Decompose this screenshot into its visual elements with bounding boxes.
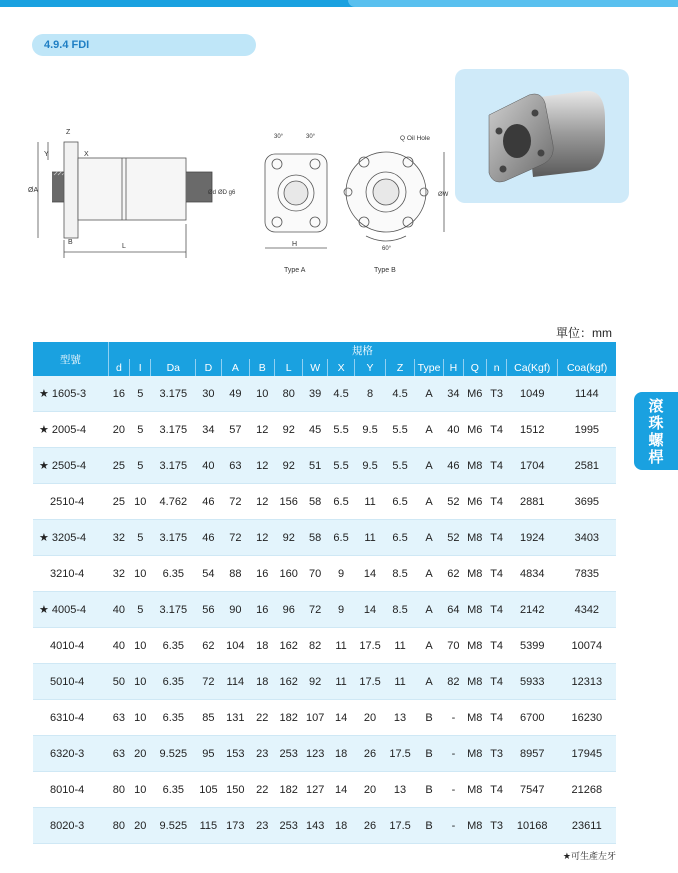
table-cell: 6.5 — [386, 520, 414, 556]
table-cell: 162 — [275, 628, 302, 664]
table-cell: 5 — [130, 448, 151, 484]
table-cell: 92 — [302, 664, 327, 700]
table-cell: - — [444, 808, 463, 844]
table-cell: A — [414, 628, 443, 664]
table-cell: M8 — [463, 664, 486, 700]
table-cell: 20 — [108, 412, 129, 448]
table-row — [33, 520, 616, 556]
table-cell: 12 — [250, 484, 275, 520]
model-cell: ★ 2505-4 — [33, 448, 108, 484]
table-cell: A — [414, 592, 443, 628]
column-header: Ca(Kgf) — [507, 359, 558, 376]
model-cell: ★ 1605-3 — [33, 376, 108, 412]
table-cell: 114 — [221, 664, 249, 700]
table-cell: 92 — [275, 448, 302, 484]
table-cell: 72 — [221, 484, 249, 520]
table-cell: 150 — [221, 772, 249, 808]
model-cell: 3210-4 — [33, 556, 108, 592]
table-cell: M8 — [463, 556, 486, 592]
table-cell: 9.5 — [354, 412, 386, 448]
table-cell: 131 — [221, 700, 249, 736]
label-da: ØA — [28, 187, 39, 194]
column-header: A — [221, 359, 249, 376]
table-cell: 6.5 — [328, 520, 354, 556]
table-cell: 72 — [196, 664, 221, 700]
side-view-drawing — [38, 142, 212, 258]
table-cell: 21268 — [558, 772, 616, 808]
table-cell: 3.175 — [151, 448, 196, 484]
spec-table — [33, 342, 616, 844]
table-cell: T3 — [486, 376, 506, 412]
table-cell: 20 — [354, 772, 386, 808]
table-cell: 17.5 — [386, 736, 414, 772]
model-cell: 5010-4 — [33, 664, 108, 700]
table-cell: 4.5 — [386, 376, 414, 412]
table-cell: 10 — [130, 700, 151, 736]
table-cell: 6.5 — [386, 484, 414, 520]
table-cell: 51 — [302, 448, 327, 484]
table-cell: 16230 — [558, 700, 616, 736]
table-row — [33, 556, 616, 592]
table-cell: 10 — [130, 484, 151, 520]
model-cell: ★ 2005-4 — [33, 412, 108, 448]
table-cell: 80 — [108, 772, 129, 808]
table-cell: 5 — [130, 592, 151, 628]
table-cell: 9 — [328, 556, 354, 592]
table-cell: 46 — [196, 520, 221, 556]
table-cell: T4 — [486, 664, 506, 700]
label-x: X — [84, 151, 89, 158]
table-row — [33, 700, 616, 736]
table-cell: 14 — [354, 592, 386, 628]
column-header: W — [302, 359, 327, 376]
table-cell: 16 — [250, 592, 275, 628]
table-cell: T3 — [486, 808, 506, 844]
column-header: I — [130, 359, 151, 376]
table-cell: 115 — [196, 808, 221, 844]
model-cell: 8020-3 — [33, 808, 108, 844]
table-cell: T3 — [486, 736, 506, 772]
table-cell: 6.5 — [328, 484, 354, 520]
table-cell: 46 — [444, 448, 463, 484]
table-cell: 4.762 — [151, 484, 196, 520]
table-cell: M6 — [463, 412, 486, 448]
column-header: Coa(kgf) — [558, 359, 616, 376]
table-cell: 18 — [328, 808, 354, 844]
table-cell: 10 — [250, 376, 275, 412]
unit-label: 單位：mm — [556, 326, 612, 340]
table-cell: 18 — [250, 664, 275, 700]
table-cell: 25 — [108, 484, 129, 520]
table-cell: 11 — [386, 628, 414, 664]
table-cell: 18 — [328, 736, 354, 772]
table-cell: 40 — [444, 412, 463, 448]
table-cell: 63 — [221, 448, 249, 484]
table-cell: B — [414, 772, 443, 808]
table-cell: 70 — [302, 556, 327, 592]
type-a-angle2: 30° — [306, 134, 316, 140]
side-tab-char: 滾 — [648, 398, 664, 415]
table-cell: 34 — [196, 412, 221, 448]
table-row — [33, 628, 616, 664]
table-cell: 10 — [130, 628, 151, 664]
table-cell: 1512 — [507, 412, 558, 448]
table-cell: 5399 — [507, 628, 558, 664]
table-cell: M8 — [463, 592, 486, 628]
table-cell: 17.5 — [386, 808, 414, 844]
table-cell: 6700 — [507, 700, 558, 736]
table-cell: 10074 — [558, 628, 616, 664]
column-header: d — [108, 359, 129, 376]
table-cell: A — [414, 556, 443, 592]
type-a-angle1: 30° — [274, 134, 284, 140]
column-header: Y — [354, 359, 386, 376]
column-header: Q — [463, 359, 486, 376]
label-dD: ØD g6 — [218, 190, 236, 196]
table-cell: 80 — [108, 808, 129, 844]
table-cell: 16 — [108, 376, 129, 412]
table-cell: 46 — [196, 484, 221, 520]
side-tab-char: 螺 — [648, 432, 664, 449]
table-cell: 107 — [302, 700, 327, 736]
table-cell: 5 — [130, 376, 151, 412]
table-cell: 160 — [275, 556, 302, 592]
table-cell: 64 — [444, 592, 463, 628]
table-cell: 3.175 — [151, 520, 196, 556]
table-cell: 5.5 — [328, 412, 354, 448]
table-cell: 72 — [302, 592, 327, 628]
table-cell: 253 — [275, 808, 302, 844]
table-cell: 45 — [302, 412, 327, 448]
table-cell: 6.35 — [151, 628, 196, 664]
table-cell: 2581 — [558, 448, 616, 484]
section-heading: 4.9.4 FDI — [32, 34, 256, 56]
table-cell: 8957 — [507, 736, 558, 772]
table-cell: T4 — [486, 556, 506, 592]
label-y: Y — [44, 151, 49, 158]
table-row — [33, 736, 616, 772]
table-cell: 14 — [328, 772, 354, 808]
table-cell: 173 — [221, 808, 249, 844]
table-cell: 50 — [108, 664, 129, 700]
top-bar-tab — [348, 0, 678, 7]
table-cell: T4 — [486, 412, 506, 448]
table-cell: 6.35 — [151, 700, 196, 736]
table-cell: M8 — [463, 628, 486, 664]
table-cell: 6.35 — [151, 556, 196, 592]
table-row — [33, 412, 616, 448]
table-cell: 85 — [196, 700, 221, 736]
table-cell: 34 — [444, 376, 463, 412]
table-cell: 2142 — [507, 592, 558, 628]
table-cell: 5.5 — [328, 448, 354, 484]
table-cell: 17.5 — [354, 628, 386, 664]
table-cell: 11 — [354, 484, 386, 520]
table-cell: - — [444, 736, 463, 772]
table-cell: 26 — [354, 736, 386, 772]
table-cell: 156 — [275, 484, 302, 520]
table-cell: 18 — [250, 628, 275, 664]
table-cell: 58 — [302, 484, 327, 520]
technical-drawings — [22, 120, 452, 280]
table-cell: 52 — [444, 484, 463, 520]
type-b-oil-hole: Q Oil Hole — [400, 135, 430, 142]
type-a-caption: Type A — [284, 267, 306, 274]
table-cell: 5933 — [507, 664, 558, 700]
table-cell: 72 — [221, 520, 249, 556]
column-header: B — [250, 359, 275, 376]
table-cell: 82 — [444, 664, 463, 700]
table-cell: 9.525 — [151, 808, 196, 844]
table-cell: B — [414, 736, 443, 772]
table-cell: 70 — [444, 628, 463, 664]
table-cell: 2881 — [507, 484, 558, 520]
table-cell: 80 — [275, 376, 302, 412]
table-cell: T4 — [486, 592, 506, 628]
table-cell: 32 — [108, 556, 129, 592]
table-cell: 123 — [302, 736, 327, 772]
spec-header: 規格 — [108, 342, 616, 359]
table-cell: A — [414, 484, 443, 520]
column-header: n — [486, 359, 506, 376]
table-cell: 82 — [302, 628, 327, 664]
table-cell: 6.35 — [151, 772, 196, 808]
type-b-caption: Type B — [374, 267, 396, 274]
side-tab-char: 桿 — [648, 449, 664, 466]
table-cell: 12 — [250, 448, 275, 484]
table-cell: 1049 — [507, 376, 558, 412]
table-cell: 4.5 — [328, 376, 354, 412]
table-cell: 182 — [275, 772, 302, 808]
table-cell: 23 — [250, 736, 275, 772]
type-a-drawing — [265, 154, 327, 248]
side-tab — [634, 392, 678, 470]
model-cell: 8010-4 — [33, 772, 108, 808]
model-header: 型號 — [33, 342, 108, 376]
table-cell: T4 — [486, 484, 506, 520]
table-cell: B — [414, 700, 443, 736]
table-cell: 3.175 — [151, 592, 196, 628]
table-row — [33, 484, 616, 520]
product-photo — [455, 69, 629, 203]
table-cell: 4834 — [507, 556, 558, 592]
table-cell: 63 — [108, 700, 129, 736]
table-cell: 5 — [130, 520, 151, 556]
table-cell: 12313 — [558, 664, 616, 700]
table-row — [33, 772, 616, 808]
model-cell: ★ 3205-4 — [33, 520, 108, 556]
table-cell: T4 — [486, 628, 506, 664]
table-cell: 1995 — [558, 412, 616, 448]
side-tab-char: 珠 — [648, 415, 664, 432]
table-cell: 11 — [354, 520, 386, 556]
table-cell: 104 — [221, 628, 249, 664]
table-cell: 40 — [108, 592, 129, 628]
table-cell: 56 — [196, 592, 221, 628]
table-cell: A — [414, 412, 443, 448]
label-dd: Ød — [208, 190, 217, 196]
table-cell: 11 — [386, 664, 414, 700]
table-cell: T4 — [486, 448, 506, 484]
table-cell: 23611 — [558, 808, 616, 844]
table-cell: M8 — [463, 736, 486, 772]
table-cell: 153 — [221, 736, 249, 772]
table-cell: 14 — [328, 700, 354, 736]
table-cell: M8 — [463, 448, 486, 484]
table-cell: 8.5 — [386, 592, 414, 628]
table-cell: 8.5 — [386, 556, 414, 592]
table-cell: 90 — [221, 592, 249, 628]
table-cell: 40 — [108, 628, 129, 664]
type-b-w: ØW — [438, 192, 449, 198]
table-cell: 39 — [302, 376, 327, 412]
table-cell: 14 — [354, 556, 386, 592]
type-b-drawing — [344, 152, 444, 241]
table-cell: 32 — [108, 520, 129, 556]
column-header: H — [444, 359, 463, 376]
model-cell: 2510-4 — [33, 484, 108, 520]
table-cell: 63 — [108, 736, 129, 772]
table-cell: M6 — [463, 376, 486, 412]
table-cell: 8 — [354, 376, 386, 412]
type-b-angle: 60° — [382, 246, 392, 252]
footnote: ★可生產左牙 — [562, 851, 616, 861]
table-cell: 22 — [250, 772, 275, 808]
table-cell: 20 — [130, 808, 151, 844]
table-cell: 16 — [250, 556, 275, 592]
table-cell: 10168 — [507, 808, 558, 844]
table-cell: 10 — [130, 772, 151, 808]
table-cell: 1144 — [558, 376, 616, 412]
table-cell: 105 — [196, 772, 221, 808]
table-cell: 30 — [196, 376, 221, 412]
table-cell: 11 — [328, 628, 354, 664]
table-cell: M8 — [463, 700, 486, 736]
table-cell: 49 — [221, 376, 249, 412]
table-cell: B — [414, 808, 443, 844]
table-cell: 13 — [386, 700, 414, 736]
table-cell: 3.175 — [151, 376, 196, 412]
table-cell: 22 — [250, 700, 275, 736]
column-header: Z — [386, 359, 414, 376]
table-cell: 5.5 — [386, 448, 414, 484]
label-l: L — [122, 243, 126, 250]
table-cell: 52 — [444, 520, 463, 556]
table-cell: 11 — [328, 664, 354, 700]
table-cell: T4 — [486, 772, 506, 808]
type-a-h: H — [292, 241, 298, 248]
column-header: L — [275, 359, 302, 376]
table-cell: 10 — [130, 664, 151, 700]
column-header: Type — [414, 359, 443, 376]
table-cell: A — [414, 664, 443, 700]
table-cell: 62 — [444, 556, 463, 592]
table-cell: - — [444, 700, 463, 736]
table-cell: 5.5 — [386, 412, 414, 448]
column-header: Da — [151, 359, 196, 376]
table-row — [33, 808, 616, 844]
table-cell: 5 — [130, 412, 151, 448]
table-cell: 1704 — [507, 448, 558, 484]
table-cell: 13 — [386, 772, 414, 808]
table-cell: 7547 — [507, 772, 558, 808]
table-cell: 9.5 — [354, 448, 386, 484]
table-cell: 92 — [275, 412, 302, 448]
table-cell: 26 — [354, 808, 386, 844]
table-cell: 3695 — [558, 484, 616, 520]
table-cell: 12 — [250, 412, 275, 448]
table-cell: 40 — [196, 448, 221, 484]
column-header: D — [196, 359, 221, 376]
table-row — [33, 376, 616, 412]
table-cell: M8 — [463, 772, 486, 808]
table-cell: A — [414, 448, 443, 484]
table-cell: 3.175 — [151, 412, 196, 448]
table-cell: 17945 — [558, 736, 616, 772]
table-cell: 10 — [130, 556, 151, 592]
table-cell: 96 — [275, 592, 302, 628]
table-cell: 143 — [302, 808, 327, 844]
table-cell: 162 — [275, 664, 302, 700]
table-cell: 54 — [196, 556, 221, 592]
table-row — [33, 664, 616, 700]
table-cell: 4342 — [558, 592, 616, 628]
table-cell: 9.525 — [151, 736, 196, 772]
table-cell: 6.35 — [151, 664, 196, 700]
table-row — [33, 592, 616, 628]
table-cell: - — [444, 772, 463, 808]
table-cell: M6 — [463, 484, 486, 520]
table-cell: 57 — [221, 412, 249, 448]
column-header: X — [328, 359, 354, 376]
table-cell: 127 — [302, 772, 327, 808]
table-row — [33, 448, 616, 484]
table-cell: 17.5 — [354, 664, 386, 700]
table-cell: 58 — [302, 520, 327, 556]
model-cell: 6310-4 — [33, 700, 108, 736]
table-cell: 20 — [130, 736, 151, 772]
label-z: Z — [66, 129, 71, 136]
table-cell: 9 — [328, 592, 354, 628]
table-cell: 92 — [275, 520, 302, 556]
table-cell: 253 — [275, 736, 302, 772]
model-cell: ★ 4005-4 — [33, 592, 108, 628]
table-cell: T4 — [486, 520, 506, 556]
model-cell: 6320-3 — [33, 736, 108, 772]
ball-nut-illustration — [455, 69, 629, 203]
table-cell: 7835 — [558, 556, 616, 592]
table-cell: 95 — [196, 736, 221, 772]
table-cell: 23 — [250, 808, 275, 844]
table-cell: 88 — [221, 556, 249, 592]
label-b: B — [68, 239, 73, 246]
table-cell: 1924 — [507, 520, 558, 556]
table-cell: 62 — [196, 628, 221, 664]
table-cell: 20 — [354, 700, 386, 736]
table-cell: M8 — [463, 808, 486, 844]
table-cell: 12 — [250, 520, 275, 556]
table-cell: A — [414, 376, 443, 412]
table-cell: 25 — [108, 448, 129, 484]
model-cell: 4010-4 — [33, 628, 108, 664]
table-cell: 182 — [275, 700, 302, 736]
table-cell: 3403 — [558, 520, 616, 556]
table-cell: M8 — [463, 520, 486, 556]
table-cell: T4 — [486, 700, 506, 736]
table-cell: A — [414, 520, 443, 556]
